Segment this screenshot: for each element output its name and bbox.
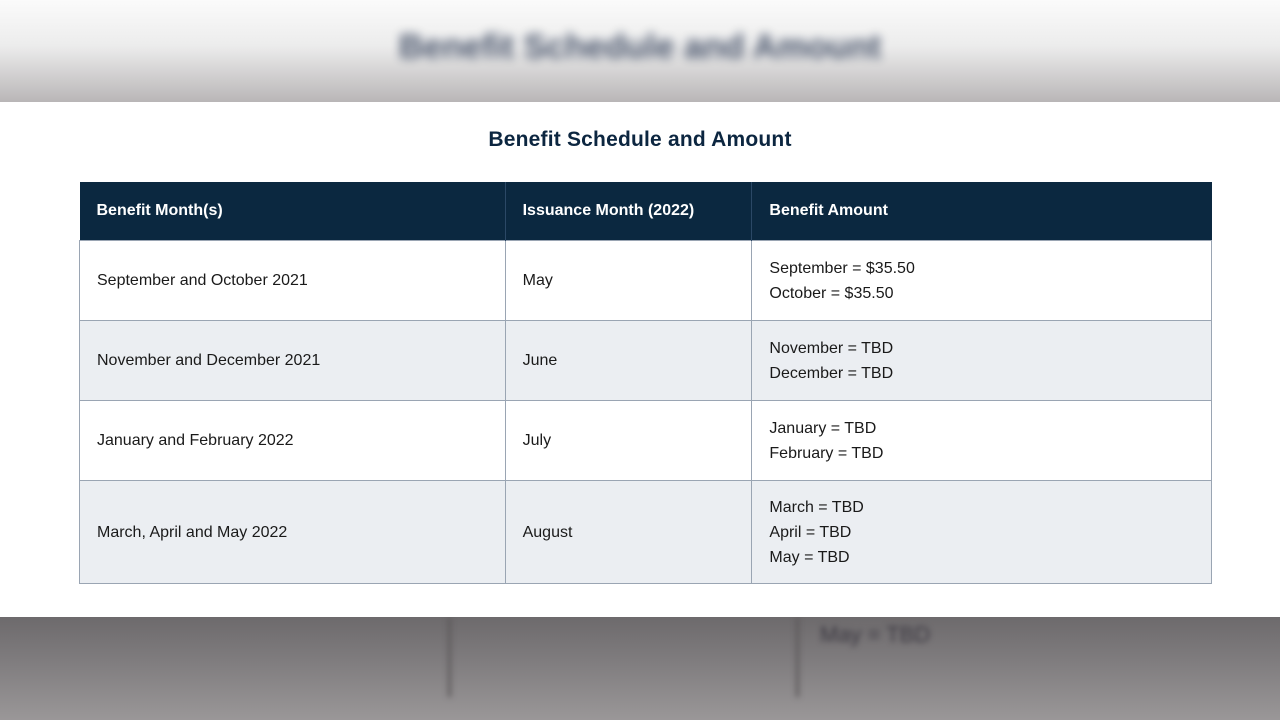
- cell-issuance-month: June: [505, 321, 752, 401]
- header-issuance-month: Issuance Month (2022): [505, 182, 752, 241]
- blurred-backdrop-title: Benefit Schedule and Amount: [398, 28, 882, 66]
- amount-line: December = TBD: [769, 364, 894, 382]
- blurred-backdrop-top: [0, 0, 1280, 102]
- blurred-backdrop-divider: [448, 617, 451, 697]
- page-title: Benefit Schedule and Amount: [488, 128, 792, 151]
- table-row: [80, 481, 1212, 584]
- benefit-schedule-table: [79, 182, 1212, 584]
- cell-benefit-amount: [752, 401, 1212, 481]
- cell-benefit-amount: [752, 481, 1212, 584]
- cell-benefit-months: September and October 2021: [80, 241, 506, 321]
- amount-line: January = TBD: [769, 419, 877, 437]
- schedule-card: [0, 102, 1280, 617]
- amount-line: May = TBD: [769, 548, 850, 566]
- table-row: [80, 321, 1212, 401]
- header-benefit-months: Benefit Month(s): [80, 182, 506, 241]
- cell-benefit-amount: [752, 321, 1212, 401]
- amount-line: September = $35.50: [769, 259, 915, 277]
- header-benefit-amount: Benefit Amount: [752, 182, 1212, 241]
- cell-issuance-month: July: [505, 401, 752, 481]
- cell-benefit-months: March, April and May 2022: [80, 481, 506, 584]
- table-row: [80, 241, 1212, 321]
- cell-issuance-month: May: [505, 241, 752, 321]
- blurred-backdrop-divider: [796, 617, 799, 697]
- blurred-backdrop-text: May = TBD: [820, 622, 931, 647]
- amount-line: October = $35.50: [769, 284, 894, 302]
- amount-line: February = TBD: [769, 444, 884, 462]
- amount-line: November = TBD: [769, 339, 894, 357]
- cell-issuance-month: August: [505, 481, 752, 584]
- cell-benefit-amount: [752, 241, 1212, 321]
- blurred-backdrop-bottom: [0, 617, 1280, 720]
- cell-benefit-months: November and December 2021: [80, 321, 506, 401]
- amount-line: March = TBD: [769, 498, 864, 516]
- cell-benefit-months: January and February 2022: [80, 401, 506, 481]
- table-row: [80, 401, 1212, 481]
- table-header-row: [80, 182, 1212, 241]
- amount-line: April = TBD: [769, 523, 852, 541]
